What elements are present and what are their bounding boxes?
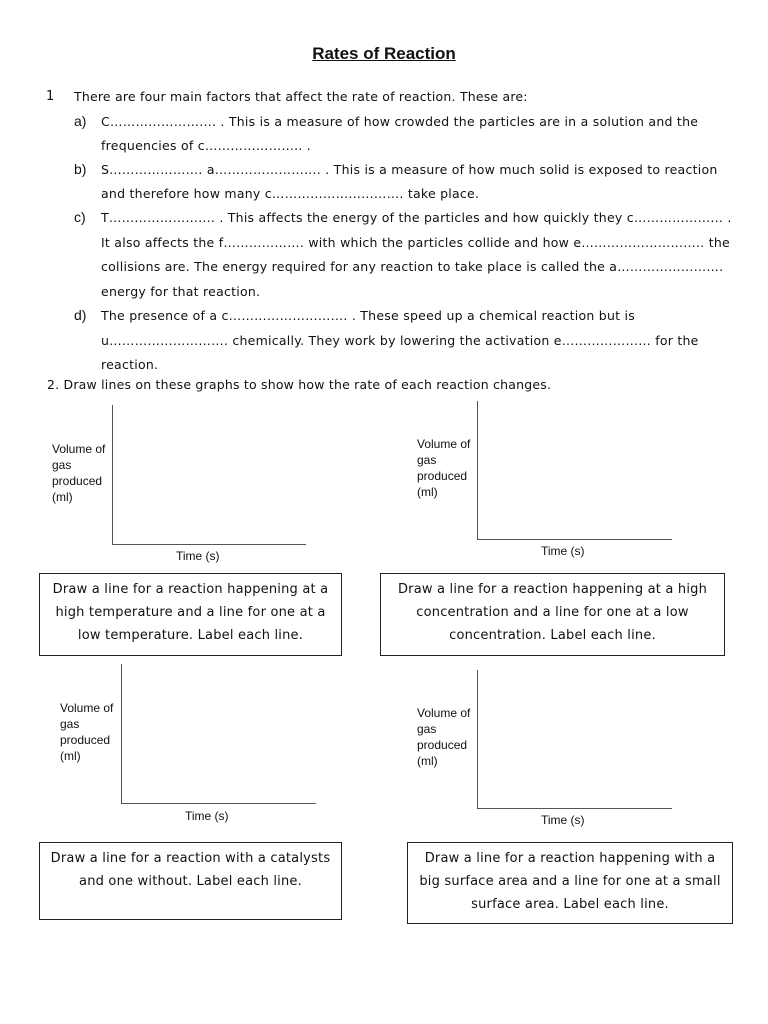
graph-1-axes — [112, 405, 306, 545]
item-c-letter: c) — [74, 209, 86, 225]
item-b-line-1: S…………………. a……………………. . This is a measure of how much solid is exposed to reaction — [101, 162, 718, 177]
graph-2-axes — [477, 401, 672, 540]
graph-3-instruction: Draw a line for a reaction with a catalysts and one without. Label each line. — [39, 842, 342, 920]
graph-3-x-label: Time (s) — [185, 809, 229, 823]
item-a-line-2: frequencies of c………………….. . — [101, 138, 311, 153]
question-1-number: 1 — [46, 89, 55, 104]
question-1-intro: There are four main factors that affect the rate of reaction. These are: — [74, 89, 528, 104]
item-d-letter: d) — [74, 307, 87, 323]
item-c-line-3: collisions are. The energy required for any reaction to take place is called the a……………………. — [101, 259, 724, 274]
graph-3-axes — [121, 664, 316, 804]
item-d-line-1: The presence of a c………………………. . These speed up a chemical reaction but is — [101, 308, 636, 323]
graph-4-instruction: Draw a line for a reaction happening with a big surface area and a line for one at a small surface area. Label each line. — [407, 842, 733, 924]
item-b-line-2: and therefore how many c…………………………. take place. — [101, 186, 480, 201]
item-c-line-4: energy for that reaction. — [101, 284, 261, 299]
graph-3-y-label: Volume of gas produced (ml) — [60, 701, 114, 763]
graph-1-instruction: Draw a line for a reaction happening at a high temperature and a line for one at a low temperature. Label each line. — [39, 573, 342, 656]
item-b-letter: b) — [74, 161, 87, 177]
item-c-line-2: It also affects the f………………. with which the particles collide and how e……………………….. the — [101, 235, 730, 250]
graph-1-y-label: Volume of gas produced (ml) — [52, 442, 106, 504]
graph-2-x-label: Time (s) — [541, 544, 585, 558]
item-d-line-3: reaction. — [101, 357, 159, 372]
graph-2-instruction: Draw a line for a reaction happening at a high concentration and a line for one at a low concentration. Label each line. — [380, 573, 725, 656]
graph-4-x-label: Time (s) — [541, 813, 585, 827]
question-2-text: 2. Draw lines on these graphs to show how the rate of each reaction changes. — [47, 377, 552, 392]
item-a-line-1: C……………………. . This is a measure of how crowded the particles are in a solution and the — [101, 114, 699, 129]
item-c-line-1: T……………………. . This affects the energy of the particles and how quickly they c………………… . — [101, 210, 732, 225]
item-d-line-2: u………………………. chemically. They work by lowering the activation e………………… for the — [101, 333, 699, 348]
graph-4-y-label: Volume of gas produced (ml) — [417, 706, 471, 768]
graph-2-y-label: Volume of gas produced (ml) — [417, 437, 471, 499]
item-a-letter: a) — [74, 113, 87, 129]
page-title: Rates of Reaction — [312, 44, 456, 63]
graph-1-x-label: Time (s) — [176, 549, 220, 563]
graph-4-axes — [477, 670, 672, 809]
